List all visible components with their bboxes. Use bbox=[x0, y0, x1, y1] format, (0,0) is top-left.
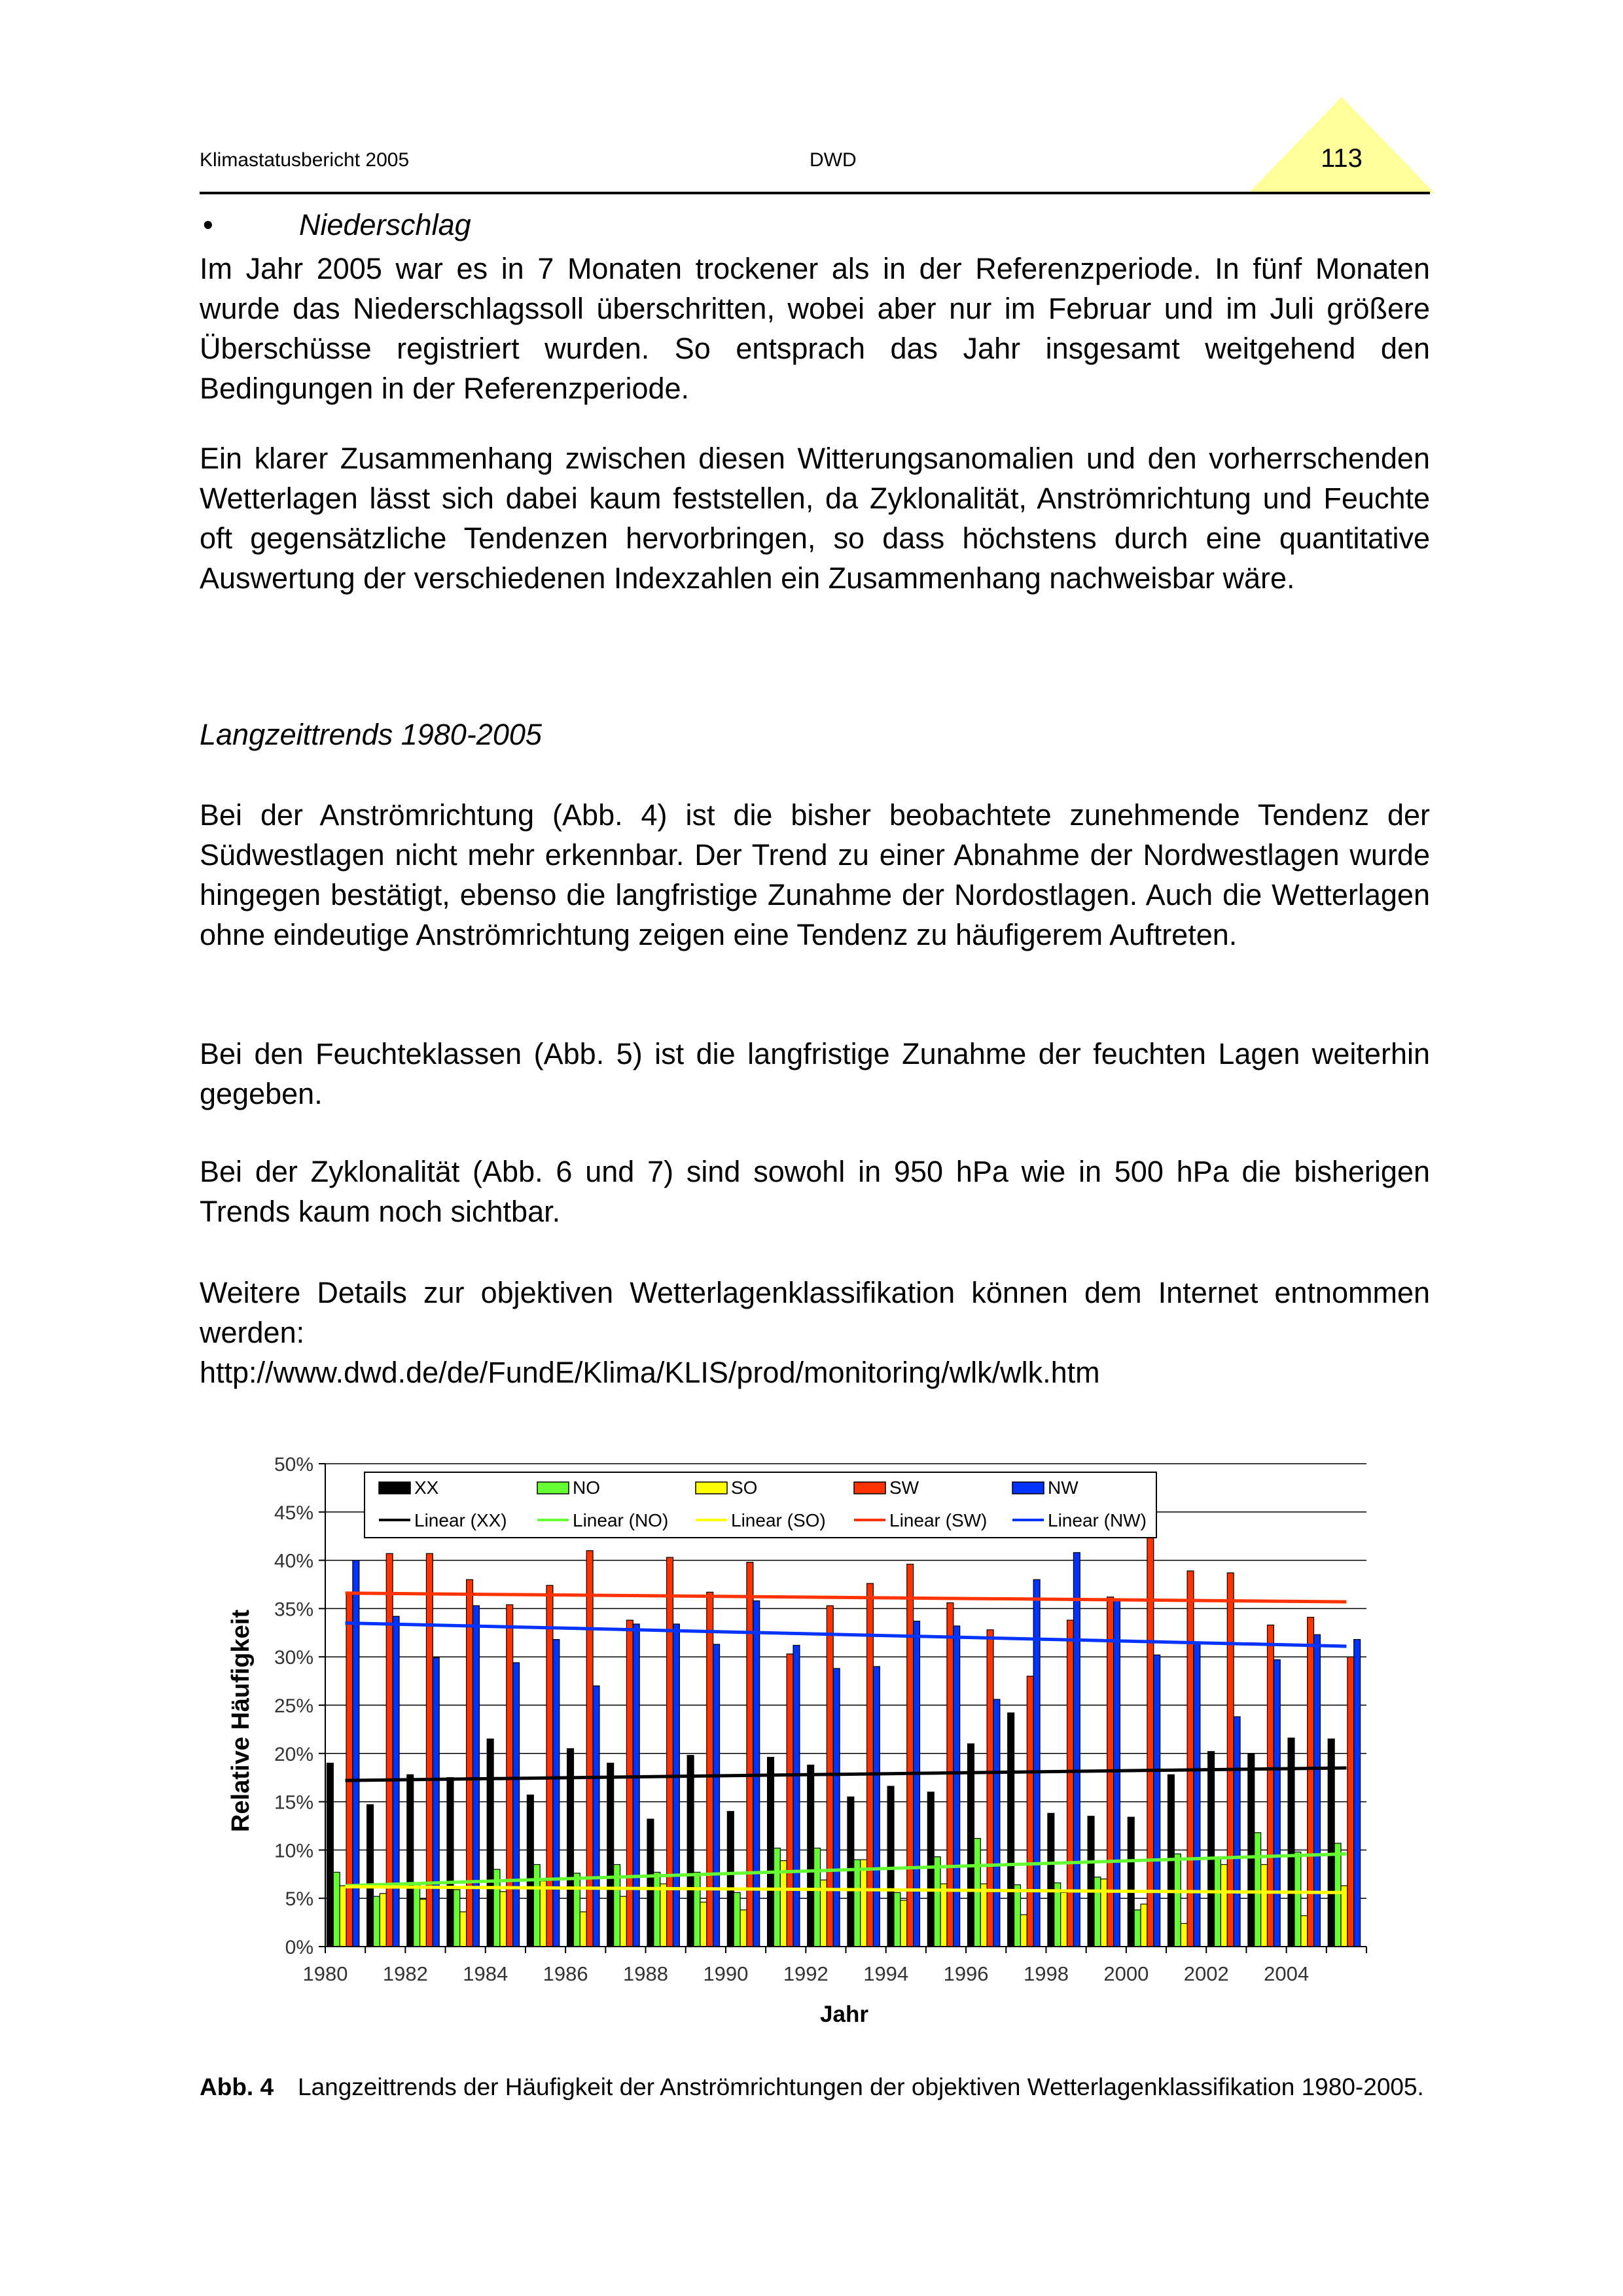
y-tick-label: 45% bbox=[274, 1502, 313, 1524]
bar-xx bbox=[527, 1795, 533, 1947]
bar-no bbox=[1294, 1852, 1301, 1947]
bar-sw bbox=[867, 1583, 874, 1947]
bar-no bbox=[894, 1892, 901, 1947]
y-tick-label: 30% bbox=[274, 1647, 313, 1669]
header-left: Klimastatusbericht 2005 bbox=[200, 149, 410, 171]
bar-nw bbox=[513, 1663, 520, 1947]
bar-so bbox=[500, 1892, 507, 1947]
bar-so bbox=[1061, 1892, 1067, 1947]
bar-sw bbox=[1267, 1625, 1274, 1947]
bar-nw bbox=[954, 1626, 960, 1947]
x-tick-label: 1988 bbox=[623, 1962, 669, 1985]
y-tick-label: 15% bbox=[274, 1792, 313, 1814]
x-tick-label: 1980 bbox=[302, 1962, 348, 1985]
bar-nw bbox=[1194, 1644, 1200, 1947]
bar-xx bbox=[727, 1811, 734, 1947]
bar-sw bbox=[626, 1620, 633, 1947]
page-number: 113 bbox=[1321, 144, 1363, 173]
bar-nw bbox=[673, 1624, 679, 1947]
bar-so bbox=[901, 1900, 907, 1947]
bar-nw bbox=[1314, 1634, 1321, 1947]
bar-no bbox=[774, 1848, 780, 1947]
y-tick-label: 5% bbox=[285, 1888, 313, 1911]
y-tick-label: 40% bbox=[274, 1550, 313, 1572]
legend-swatch bbox=[1012, 1482, 1044, 1494]
bar-xx bbox=[1088, 1816, 1094, 1947]
bar-xx bbox=[407, 1775, 414, 1947]
bar-xx bbox=[367, 1805, 374, 1947]
y-tick-label: 25% bbox=[274, 1695, 313, 1717]
bar-xx bbox=[1048, 1813, 1054, 1947]
bar-nw bbox=[593, 1686, 599, 1947]
bar-no bbox=[934, 1857, 940, 1947]
legend-swatch bbox=[537, 1482, 569, 1494]
bar-no bbox=[333, 1872, 340, 1947]
bar-so bbox=[420, 1899, 427, 1947]
legend-label: XX bbox=[414, 1477, 439, 1498]
x-tick-label: 1982 bbox=[382, 1962, 428, 1985]
bar-xx bbox=[768, 1757, 774, 1947]
legend-label: Linear (SO) bbox=[731, 1510, 826, 1530]
bar-nw bbox=[633, 1624, 639, 1947]
bar-no bbox=[1255, 1833, 1261, 1947]
bar-no bbox=[533, 1865, 540, 1947]
bar-so bbox=[861, 1860, 867, 1947]
caption-text: Langzeittrends der Häufigkeit der Anströmrichtungen der objektiven Wetterlagenklassifikation 1980-2005. bbox=[298, 2074, 1424, 2100]
bar-so bbox=[1261, 1865, 1268, 1947]
legend-label: Linear (NO) bbox=[573, 1510, 669, 1530]
bar-so bbox=[620, 1896, 627, 1947]
bar-nw bbox=[353, 1561, 359, 1947]
bar-sw bbox=[1308, 1617, 1314, 1947]
legend-label: Linear (XX) bbox=[414, 1510, 507, 1530]
bar-xx bbox=[1248, 1754, 1255, 1947]
y-tick-label: 20% bbox=[274, 1743, 313, 1765]
x-tick-label: 2002 bbox=[1183, 1962, 1229, 1985]
legend-label: NW bbox=[1048, 1477, 1079, 1498]
bar-no bbox=[854, 1860, 861, 1947]
y-tick-label: 0% bbox=[285, 1937, 313, 1958]
url-link[interactable]: http://www.dwd.de/de/FundE/Klima/KLIS/prod/monitoring/wlk/wlk.htm bbox=[200, 1356, 1100, 1389]
caption-label: Abb. 4 bbox=[200, 2074, 274, 2100]
x-tick-label: 2004 bbox=[1264, 1962, 1310, 1985]
bar-sw bbox=[1147, 1522, 1154, 1947]
bar-nw bbox=[914, 1621, 920, 1947]
subheading-langzeittrends: Langzeittrends 1980-2005 bbox=[200, 718, 542, 751]
figure-caption bbox=[200, 2071, 1430, 2104]
trend-line bbox=[346, 1623, 1347, 1646]
bar-sw bbox=[787, 1654, 793, 1947]
bar-so bbox=[700, 1902, 707, 1947]
trend-line bbox=[346, 1593, 1347, 1602]
y-tick-label: 10% bbox=[274, 1840, 313, 1862]
paragraph-details: Weitere Details zur objektiven Wetterlagenklassifikation können dem Internet entnommen werden: bbox=[200, 1276, 1430, 1349]
bar-xx bbox=[647, 1819, 654, 1947]
bar-nw bbox=[473, 1606, 480, 1947]
bar-so bbox=[1221, 1865, 1227, 1947]
x-tick-label: 1998 bbox=[1023, 1962, 1069, 1985]
bar-so bbox=[740, 1910, 747, 1947]
bar-xx bbox=[1008, 1713, 1014, 1947]
bar-nw bbox=[1274, 1660, 1280, 1947]
legend-label: Linear (NW) bbox=[1048, 1510, 1147, 1530]
bar-nw bbox=[1154, 1655, 1160, 1947]
bar-xx bbox=[687, 1756, 694, 1947]
legend-label: Linear (SW) bbox=[889, 1510, 988, 1530]
bar-xx bbox=[447, 1778, 454, 1947]
bar-so bbox=[1341, 1886, 1347, 1947]
bar-nw bbox=[833, 1669, 840, 1947]
bar-xx bbox=[1328, 1739, 1334, 1947]
paragraph-feuchteklassen: Bei den Feuchteklassen (Abb. 5) ist die langfristige Zunahme der feuchten Lagen weiterhin gegeben. bbox=[200, 1037, 1430, 1110]
bar-so bbox=[940, 1884, 947, 1947]
section-title: Niederschlag bbox=[299, 208, 471, 241]
bar-no bbox=[734, 1892, 740, 1947]
bar-sw bbox=[546, 1585, 553, 1947]
bullet: • bbox=[203, 208, 213, 241]
bar-no bbox=[414, 1884, 420, 1947]
x-tick-label: 1992 bbox=[783, 1962, 829, 1985]
bar-so bbox=[540, 1881, 546, 1947]
legend-swatch bbox=[854, 1482, 885, 1494]
y-axis-label: Relative Häufigkeit bbox=[227, 1610, 255, 1832]
bar-so bbox=[1141, 1904, 1147, 1947]
bar-no bbox=[814, 1848, 821, 1947]
bar-so bbox=[460, 1912, 467, 1947]
x-tick-label: 1990 bbox=[703, 1962, 749, 1985]
bar-nw bbox=[993, 1699, 1000, 1947]
bar-so bbox=[340, 1886, 346, 1947]
bar-no bbox=[974, 1839, 980, 1947]
bar-sw bbox=[987, 1630, 993, 1947]
bar-nw bbox=[1354, 1640, 1361, 1947]
bar-so bbox=[780, 1861, 787, 1947]
x-tick-label: 1986 bbox=[543, 1962, 588, 1985]
bar-nw bbox=[1073, 1553, 1080, 1947]
legend-swatch bbox=[379, 1482, 410, 1494]
bar-no bbox=[573, 1873, 580, 1947]
bar-so bbox=[380, 1894, 386, 1947]
bar-nw bbox=[1234, 1717, 1240, 1947]
bar-nw bbox=[793, 1645, 800, 1947]
bar-xx bbox=[607, 1763, 614, 1947]
bar-sw bbox=[346, 1592, 353, 1947]
bar-no bbox=[1215, 1858, 1221, 1947]
x-tick-label: 1994 bbox=[863, 1962, 909, 1985]
bar-xx bbox=[1128, 1817, 1134, 1947]
x-tick-label: 1984 bbox=[463, 1962, 508, 1985]
legend-label: SO bbox=[731, 1477, 758, 1498]
bar-xx bbox=[487, 1739, 493, 1947]
bar-so bbox=[980, 1884, 987, 1947]
bar-nw bbox=[873, 1667, 880, 1947]
bar-so bbox=[1181, 1924, 1187, 1947]
bar-sw bbox=[1067, 1620, 1074, 1947]
bar-nw bbox=[553, 1640, 560, 1947]
bar-nw bbox=[1114, 1601, 1120, 1947]
bar-xx bbox=[1208, 1752, 1215, 1947]
legend-swatch bbox=[696, 1482, 727, 1494]
bar-sw bbox=[507, 1604, 513, 1947]
legend-label: NO bbox=[573, 1477, 600, 1498]
bar-so bbox=[580, 1912, 586, 1947]
bar-no bbox=[454, 1890, 460, 1947]
bar-sw bbox=[1027, 1676, 1033, 1947]
bar-so bbox=[660, 1884, 667, 1947]
paragraph-zusammenhang: Ein klarer Zusammenhang zwischen diesen Witterungsanomalien und den vorherrschenden Wetterlagen lässt sich dabei kaum feststellen, da Zyklonalität, Anströmrichtung und Feuchte oft gegensätzliche Tendenzen hervorbringen, so dass höchstens durch eine quantitative Auswertung der verschiedenen Indexzahlen ein Zusammenhang nachweisbar wäre. bbox=[200, 442, 1430, 595]
bar-sw bbox=[1347, 1657, 1354, 1947]
bar-nw bbox=[433, 1658, 439, 1947]
legend-label: SW bbox=[889, 1477, 919, 1498]
bar-no bbox=[654, 1872, 660, 1947]
bar-sw bbox=[947, 1603, 954, 1947]
paragraph-zyklonalitaet: Bei der Zyklonalität (Abb. 6 und 7) sind sowohl in 950 hPa wie in 500 hPa die bisherigen Trends kaum noch sichtbar. bbox=[200, 1155, 1430, 1228]
bar-so bbox=[1020, 1915, 1027, 1947]
bar-so bbox=[1301, 1916, 1308, 1947]
x-axis-label: Jahr bbox=[820, 2002, 868, 2027]
bar-xx bbox=[808, 1765, 814, 1947]
bar-no bbox=[1014, 1885, 1021, 1947]
bar-sw bbox=[827, 1606, 833, 1947]
bar-no bbox=[374, 1896, 380, 1947]
bar-so bbox=[1101, 1879, 1107, 1947]
bar-xx bbox=[327, 1763, 333, 1947]
bar-no bbox=[1174, 1854, 1181, 1947]
bar-nw bbox=[713, 1644, 720, 1947]
paragraph-niederschlag: Im Jahr 2005 war es in 7 Monaten trockener als in der Referenzperiode. In fünf Monaten wurde das Niederschlagssoll überschritten, wobei aber nur im Februar und im Juli größere Überschüsse registriert wurden. So entsprach das Jahr insgesamt weitgehend den Bedingungen in der Referenzperiode. bbox=[200, 252, 1430, 405]
bar-sw bbox=[467, 1580, 473, 1947]
bar-no bbox=[694, 1872, 700, 1947]
bar-xx bbox=[887, 1786, 894, 1947]
paragraph-anstroemrichtung: Bei der Anströmrichtung (Abb. 4) ist die bisher beobachtete zunehmende Tendenz der Südwestlagen nicht mehr erkennbar. Der Trend zu einer Abnahme der Nordwestlagen wurde hingegen bestätigt, ebenso die langfristige Zunahme der Nordostlagen. Auch die Wetterlagen ohne eindeutige Anströmrichtung zeigen eine Tendenz zu häufigerem Auftreten. bbox=[200, 798, 1430, 951]
y-tick-label: 35% bbox=[274, 1598, 313, 1621]
bar-no bbox=[1334, 1843, 1341, 1947]
y-tick-label: 50% bbox=[274, 1454, 313, 1475]
bar-xx bbox=[927, 1792, 934, 1947]
bar-sw bbox=[707, 1592, 713, 1947]
bar-xx bbox=[847, 1797, 854, 1947]
bar-no bbox=[1134, 1910, 1141, 1947]
bar-no bbox=[1094, 1877, 1101, 1947]
x-tick-label: 1996 bbox=[943, 1962, 989, 1985]
x-tick-label: 2000 bbox=[1103, 1962, 1149, 1985]
header-center: DWD bbox=[810, 149, 857, 171]
